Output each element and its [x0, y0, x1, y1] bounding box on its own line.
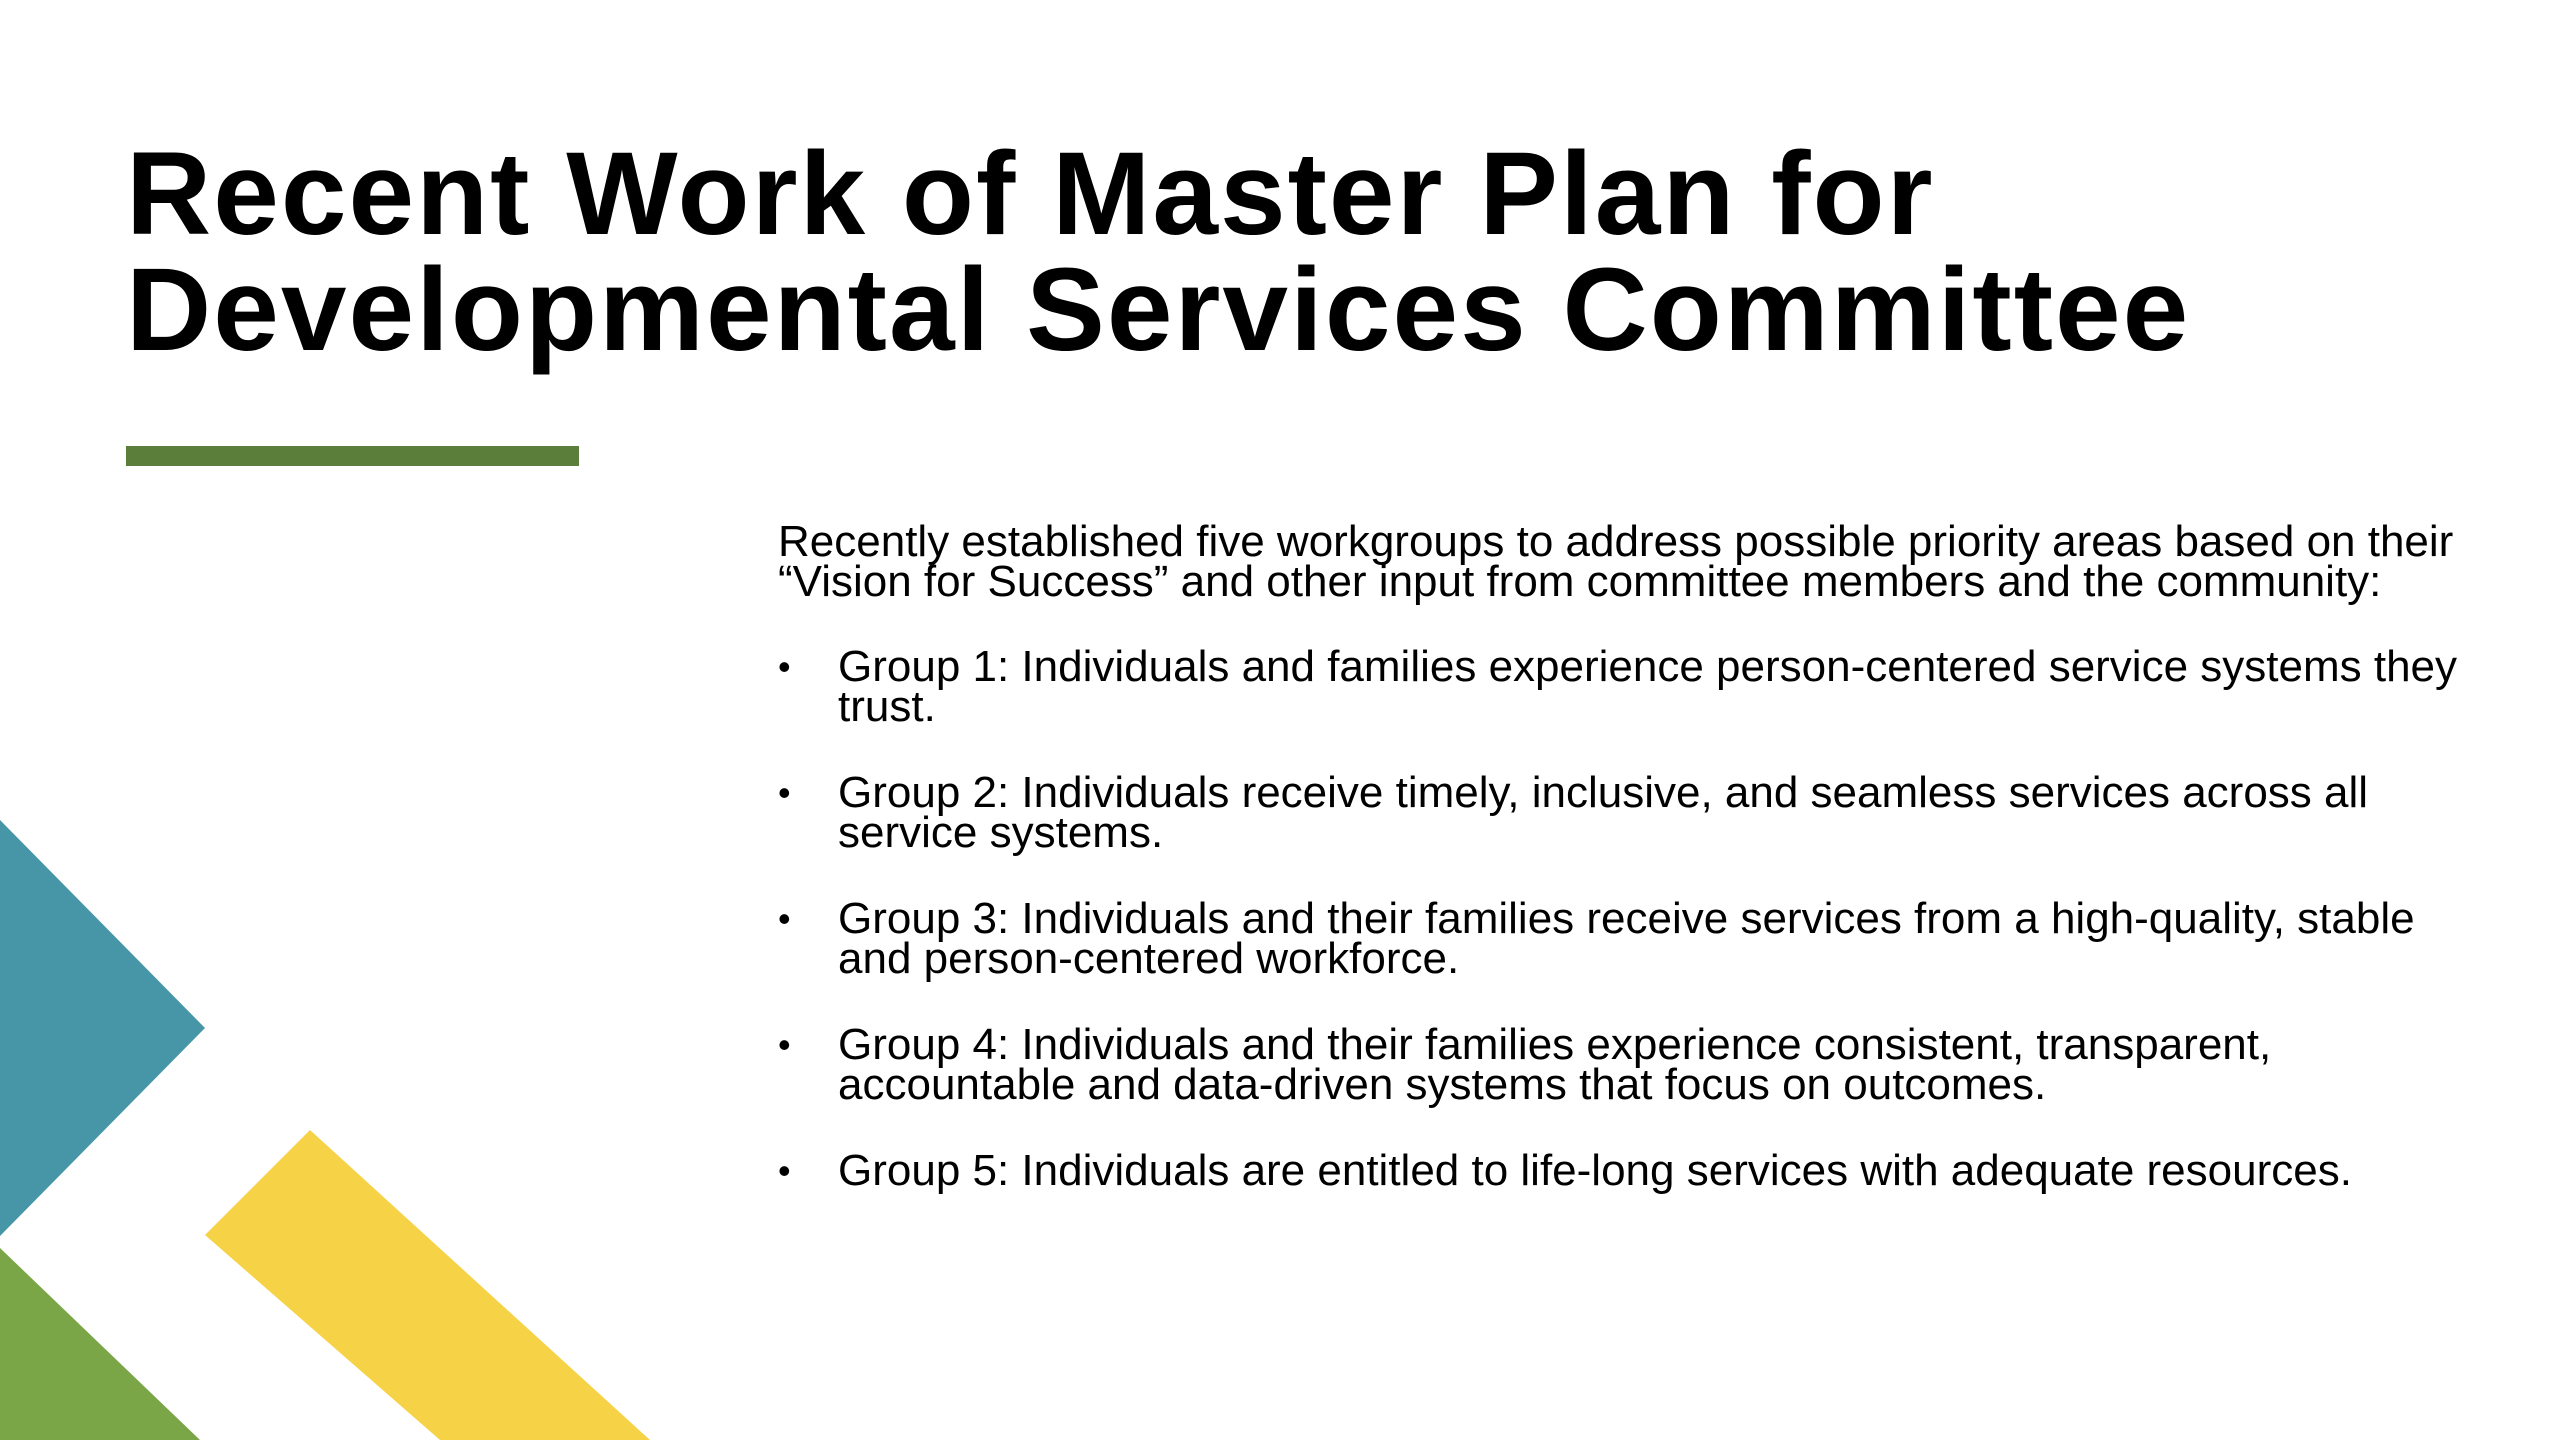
workgroup-1-text: Group 1: Individuals and families experience person-centered service systems they trust.	[838, 642, 2458, 731]
list-item	[778, 768, 2478, 857]
yellow-stripe-shape	[205, 1130, 650, 1440]
list-item	[778, 1020, 2478, 1109]
list-item	[778, 894, 2478, 983]
title-accent-bar	[126, 446, 579, 466]
slide-body	[778, 517, 2478, 1237]
bullet-icon: •	[778, 646, 791, 687]
workgroup-3-text: Group 3: Individuals and their families receive services from a high-quality, stable and person-centered workforce.	[838, 894, 2415, 983]
list-item	[778, 642, 2478, 731]
teal-chevron-shape	[0, 820, 205, 1236]
bullet-icon: •	[778, 1024, 791, 1065]
slide-title	[126, 128, 2426, 376]
intro-paragraph: Recently established five workgroups to address possible priority areas based on their “Vision for Success” and other input from committee members and the community:	[778, 517, 2454, 606]
workgroup-5-text: Group 5: Individuals are entitled to life-long services with adequate resources.	[838, 1146, 2352, 1195]
workgroup-list	[778, 642, 2478, 1195]
slide-title-line-2: Developmental Services Committee	[126, 244, 2191, 376]
green-triangle-shape	[0, 1248, 200, 1440]
bullet-icon: •	[778, 772, 791, 813]
bullet-icon: •	[778, 1150, 791, 1191]
workgroup-2-text: Group 2: Individuals receive timely, inclusive, and seamless services across all service systems.	[838, 768, 2369, 857]
workgroup-4-text: Group 4: Individuals and their families experience consistent, transparent, accountable and data-driven systems that focus on outcomes.	[838, 1020, 2272, 1109]
bullet-icon: •	[778, 898, 791, 939]
list-item	[778, 1146, 2478, 1195]
slide-title-line-1: Recent Work of Master Plan for	[126, 128, 1935, 260]
